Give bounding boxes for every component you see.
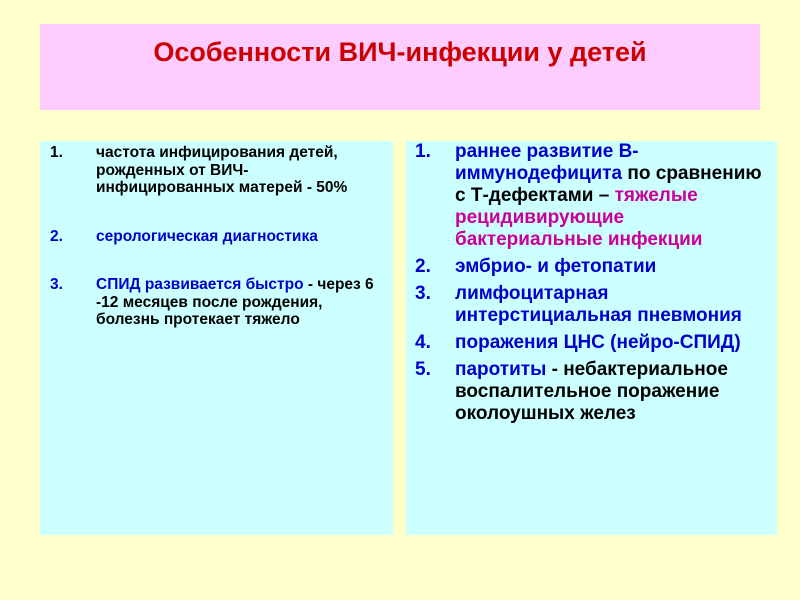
right-list-item: [415, 141, 767, 251]
item-text: по сравнению с Т-дефектами –: [455, 163, 762, 206]
right-panel: [406, 141, 777, 535]
item-text-highlight: СПИД развивается быстро: [96, 276, 304, 293]
item-text-emphasis: тяжелые рецидивирующие бактериальные инфекции: [455, 185, 703, 250]
item-text-highlight: раннее развитие В-иммунодефицита: [455, 141, 639, 184]
left-list-item: [50, 144, 383, 197]
item-text: поражения ЦНС (нейро-СПИД): [455, 332, 741, 353]
left-list: [40, 141, 393, 329]
right-list: [406, 141, 777, 425]
item-number: 3.: [415, 283, 431, 304]
item-number: 1.: [50, 144, 63, 161]
item-text: частота инфицирования детей, рожденных от ВИЧ-инфицированных матерей - 50%: [96, 144, 348, 196]
item-number: 3.: [50, 276, 63, 293]
slide-title: Особенности ВИЧ-инфекции у детей: [153, 37, 647, 67]
left-panel: [40, 141, 393, 535]
title-box: [40, 24, 760, 110]
right-list-item: [415, 256, 767, 278]
item-number: 1.: [415, 141, 431, 162]
left-list-item: [50, 228, 383, 246]
item-number: 5.: [415, 359, 431, 380]
item-text: эмбрио- и фетопатии: [455, 256, 657, 277]
item-number: 4.: [415, 332, 431, 353]
item-text: серологическая диагностика: [96, 227, 318, 245]
item-text: лимфоцитарная интерстициальная пневмония: [455, 283, 742, 326]
right-list-item: [415, 359, 767, 425]
right-list-item: [415, 332, 767, 354]
item-number: 2.: [50, 227, 63, 245]
item-text-highlight: паротиты: [455, 359, 547, 380]
right-list-item: [415, 283, 767, 327]
item-number: 2.: [415, 256, 431, 277]
item-text: - через 6 -12 месяцев после рождения, болезнь протекает тяжело: [96, 276, 374, 328]
item-text: - небактериальное воспалительное поражение околоушных желез: [455, 359, 728, 424]
left-list-item: [50, 276, 383, 329]
